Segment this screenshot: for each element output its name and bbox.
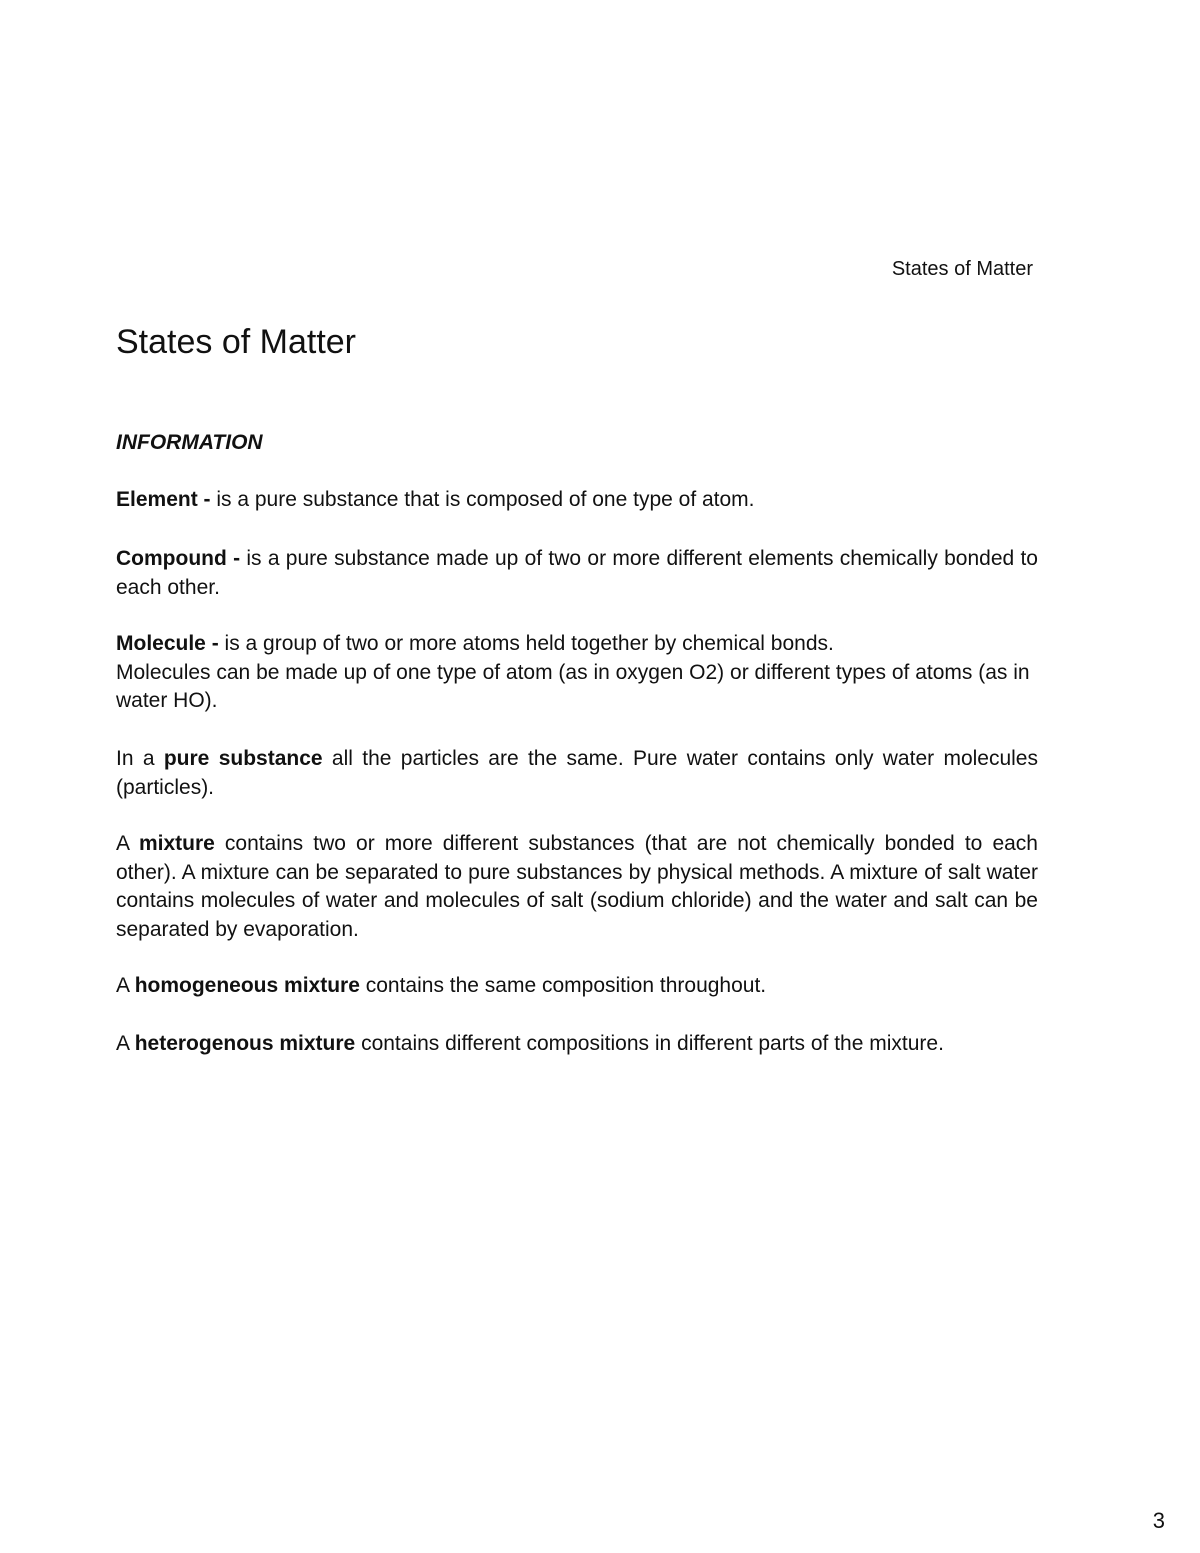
homogeneous-prefix: A: [116, 974, 135, 997]
definition-compound: [116, 545, 1038, 602]
pure-substance-prefix: In a: [116, 747, 164, 770]
homogeneous-text: contains the same composition throughout.: [359, 974, 767, 997]
term-molecule: Molecule -: [116, 632, 219, 655]
term-compound: Compound -: [116, 547, 241, 570]
term-pure-substance: pure substance: [163, 747, 323, 770]
pure-substance-text: all the particles are the same. Pure water contains only water molecules (particles).: [116, 747, 1038, 799]
definition-compound-text: is a pure substance made up of two or more different elements chemically bonded to each other.: [116, 547, 1038, 599]
term-mixture: mixture: [138, 832, 215, 855]
page-number: 3: [1152, 1508, 1165, 1533]
mixture-text: contains two or more different substances (that are not chemically bonded to each other). A mixture can be separated to pure substances by physical methods. A mixture of salt water contains molecules of water and molecules of salt (sodium chloride) and the water and salt can be separated by evaporation.: [116, 832, 1038, 941]
running-header: States of Matter: [891, 258, 1033, 280]
heterogeneous-prefix: A: [116, 1032, 135, 1055]
mixture-prefix: A: [116, 832, 139, 855]
definition-element: [116, 486, 1038, 515]
definition-molecule: [116, 630, 1038, 716]
paragraph-mixture: [116, 830, 1038, 944]
definition-element-text: is a pure substance that is composed of one type of atom.: [210, 488, 755, 511]
term-homogeneous-mixture: homogeneous mixture: [134, 974, 360, 997]
paragraph-homogeneous-mixture: [116, 972, 1038, 1001]
definition-molecule-text: is a group of two or more atoms held together by chemical bonds.: [218, 632, 834, 655]
section-heading: INFORMATION: [116, 431, 263, 454]
term-element: Element -: [116, 488, 211, 511]
paragraph-heterogeneous-mixture: [116, 1030, 1038, 1059]
page-title: States of Matter: [116, 323, 356, 361]
definition-molecule-text-2: Molecules can be made up of one type of atom (as in oxygen O2) or different types of atoms (as in water HO).: [116, 660, 1030, 712]
heterogeneous-text: contains different compositions in different parts of the mixture.: [355, 1032, 944, 1055]
paragraph-pure-substance: [116, 745, 1038, 802]
term-heterogeneous-mixture: heterogenous mixture: [134, 1032, 356, 1055]
